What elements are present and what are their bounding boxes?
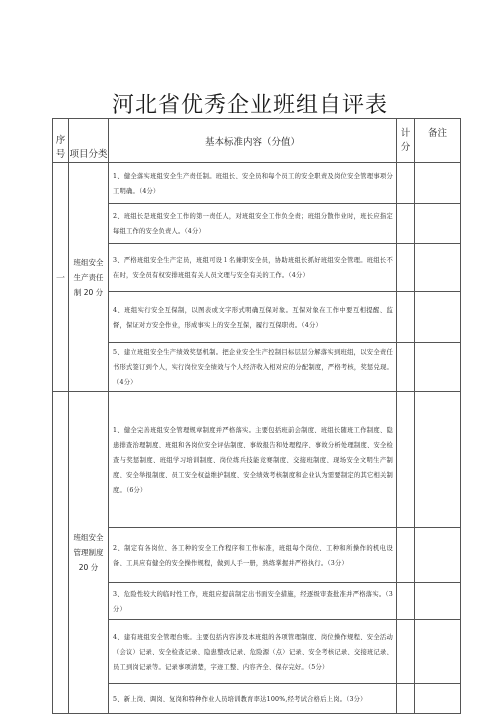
note-cell[interactable] bbox=[415, 343, 461, 392]
header-category: 项目分类 bbox=[69, 119, 109, 163]
standard-item: 1、健全完善班组安全管理规章制度并严格落实。主要包括班前会制度、班组长随班工作制度、隐患排查治理制度、班组和各岗位安全评估制度、事故报告和处理程序、事故分析处理制度、安全检查与奖惩制度、班组学习培训制度、岗位练兵技能竞赛制度、交接班制度、现场安全文明生产制度、安全举报制度、员工安全权益维护制度、安全绩效考核制度和企业认为需要制定的其它相关制度。（6分） bbox=[109, 392, 397, 528]
standard-item: 2、班组长是班组安全工作的第一责任人，对班组安全工作负全责；班组分散作业时，班长应指定每组工作的安全负责人。（4分） bbox=[109, 204, 397, 244]
score-cell[interactable] bbox=[397, 392, 415, 528]
note-cell[interactable] bbox=[415, 204, 461, 244]
standard-item: 2、制定有各岗位、各工种的安全工作程序和工作标准，班组每个岗位、工种和所操作的机电设备、工具应有健全的安全操作规程，做到人手一册，熟练掌握并严格执行。（3分） bbox=[109, 528, 397, 583]
standard-item: 3、危险性较大的临时性工作，班组应提前制定出书面安全措施，经逐级审查批准并严格落实。（3分） bbox=[109, 583, 397, 620]
score-cell[interactable] bbox=[397, 620, 415, 684]
standard-item: 4、班组实行安全互保制，以图表或文字形式明确互保对象。互保对象在工作中要互相提醒、监督，保证对方安全作业，形成事实上的安全互保，履行互保职责。（4分） bbox=[109, 292, 397, 343]
header-index: 序号 bbox=[53, 119, 69, 163]
table-row bbox=[53, 292, 461, 343]
section-category: 班组安全生产责任制 20 分 bbox=[69, 163, 109, 392]
score-cell[interactable] bbox=[397, 684, 415, 714]
section-index bbox=[53, 392, 69, 714]
score-cell[interactable] bbox=[397, 528, 415, 583]
table-row bbox=[53, 244, 461, 292]
score-cell[interactable] bbox=[397, 343, 415, 392]
note-cell[interactable] bbox=[415, 244, 461, 292]
header-note: 备注 bbox=[415, 119, 461, 163]
table-row bbox=[53, 583, 461, 620]
standard-item: 4、建有班组安全管理台账。主要包括内容涉及本班组的各项管理制度、岗位操作规程、安全活动（会议）记录、安全检查记录、隐患整改记录、危险源（点）记录、安全考核记录、交接班记录、员工到岗记录等。记录事项清楚，字迹工整、内容齐全、保存完好。（5分） bbox=[109, 620, 397, 684]
header-row bbox=[53, 119, 461, 163]
header-score: 计分 bbox=[397, 119, 415, 163]
table-row bbox=[53, 204, 461, 244]
score-cell[interactable] bbox=[397, 292, 415, 343]
page-title: 河北省优秀企业班组自评表 bbox=[111, 93, 388, 118]
note-cell[interactable] bbox=[415, 392, 461, 528]
table-row bbox=[53, 620, 461, 684]
standard-item: 5、新上岗、调岗、复岗和特种作业人员培训教育率达100%,经考试合格后上岗。（3分） bbox=[109, 684, 397, 714]
note-cell[interactable] bbox=[415, 528, 461, 583]
score-cell[interactable] bbox=[397, 244, 415, 292]
table-row bbox=[53, 392, 461, 528]
note-cell[interactable] bbox=[415, 583, 461, 620]
standard-item: 1、健全落实班组安全生产责任制。班组长、安全员和每个员工的安全职责及岗位安全管理事项分工明确。（4分） bbox=[109, 163, 397, 204]
table-row bbox=[53, 528, 461, 583]
standard-item: 3、严格班组安全生产定员，班组可设１名兼职安全员，协助班组长抓好班组安全管理。班组长不在时，安全员有权安排班组有关人员文理与安全有关的工作。（4分） bbox=[109, 244, 397, 292]
note-cell[interactable] bbox=[415, 163, 461, 204]
table-row bbox=[53, 343, 461, 392]
section-index: 一 bbox=[53, 163, 69, 392]
header-standard: 基本标准内容（分值） bbox=[109, 119, 397, 163]
note-cell[interactable] bbox=[415, 292, 461, 343]
standard-item: 5、建立班组安全生产绩效奖惩机制。把企业安全生产控制目标层层分解落实到班组，以安全责任书形式签订到个人，实行岗位安全绩效与个人经济收入相对应的分配制度，严格考核，奖惩兑现。（4分） bbox=[109, 343, 397, 392]
score-cell[interactable] bbox=[397, 204, 415, 244]
note-cell[interactable] bbox=[415, 684, 461, 714]
note-cell[interactable] bbox=[415, 620, 461, 684]
self-evaluation-table bbox=[52, 118, 461, 714]
table-row bbox=[53, 163, 461, 204]
score-cell[interactable] bbox=[397, 583, 415, 620]
section-category: 班组安全管理制度 20 分 bbox=[69, 392, 109, 714]
score-cell[interactable] bbox=[397, 163, 415, 204]
table-row bbox=[53, 684, 461, 714]
